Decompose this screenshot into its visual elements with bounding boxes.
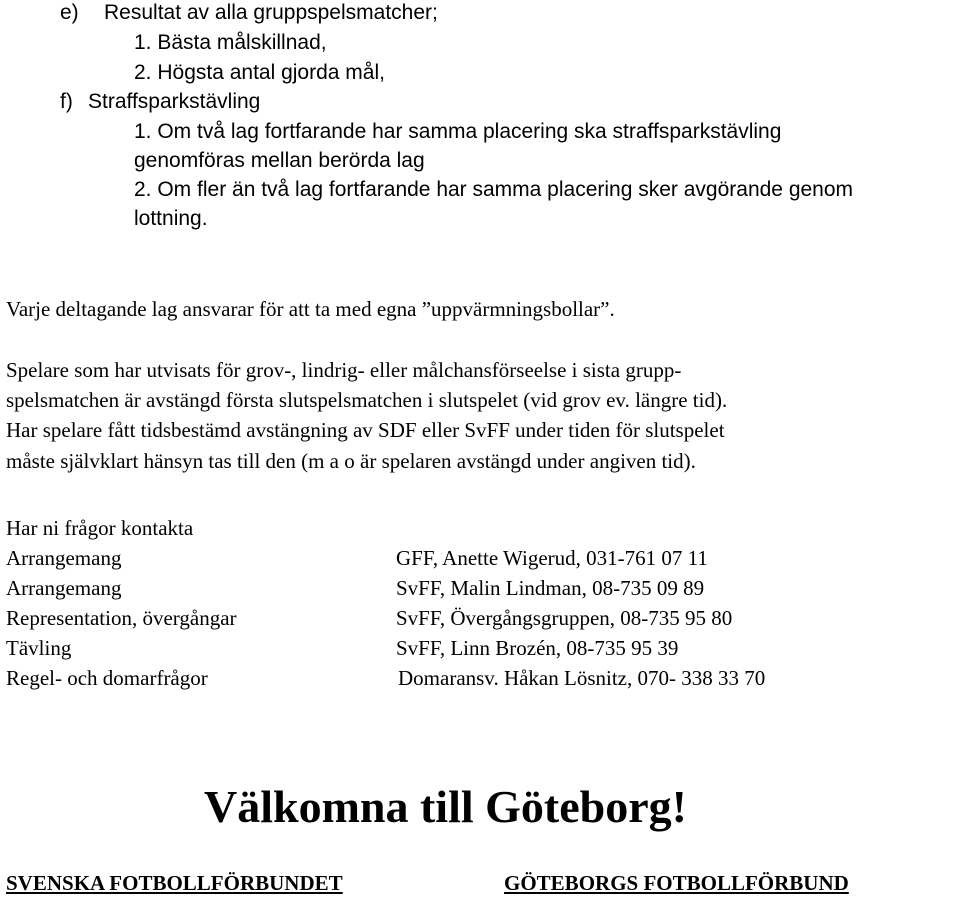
rule-f-item-1: 1. Om två lag fortfarande har samma placering ska straffsparkstävling xyxy=(134,120,782,143)
notice-suspension-line-3: Har spelare fått tidsbestämd avstängning av SDF eller SvFF under tiden för slutspelet xyxy=(6,418,725,442)
notice-warmup-balls: Varje deltagande lag ansvarar för att ta med egna ”uppvärmningsbollar”. xyxy=(6,297,615,321)
rule-f-item-2: 2. Om fler än två lag fortfarande har samma placering sker avgörande genom xyxy=(134,178,854,201)
contact-detail: SvFF, Övergångsgruppen, 08-735 95 80 xyxy=(396,606,733,630)
rule-f-text: Straffsparkstävling xyxy=(88,90,261,113)
rule-e-marker: e) xyxy=(60,1,79,24)
contacts-heading: Har ni frågor kontakta xyxy=(6,516,194,540)
contact-topic: Regel- och domarfrågor xyxy=(6,666,208,690)
notice-suspension-line-1: Spelare som har utvisats för grov-, lindrig- eller målchansförseelse i sista grupp- xyxy=(6,358,682,382)
contact-detail: GFF, Anette Wigerud, 031-761 07 11 xyxy=(396,546,708,570)
rule-f-item-1-cont: genomföras mellan berörda lag xyxy=(134,149,425,172)
welcome-title: Välkomna till Göteborg! xyxy=(204,781,687,832)
notice-suspension-line-2: spelsmatchen är avstängd första slutspelsmatchen i slutspelet (vid grov ev. längre tid). xyxy=(6,388,728,412)
rule-e-text: Resultat av alla gruppspelsmatcher; xyxy=(104,1,438,24)
rule-e-item-1: 1. Bästa målskillnad, xyxy=(134,31,327,54)
rule-f-marker: f) xyxy=(60,90,73,113)
notice-suspension-line-4: måste självklart hänsyn tas till den (m a o är spelaren avstängd under angiven tid). xyxy=(6,449,696,473)
contact-detail: SvFF, Linn Brozén, 08-735 95 39 xyxy=(396,636,679,660)
contact-detail: SvFF, Malin Lindman, 08-735 09 89 xyxy=(396,576,705,600)
contact-detail: Domaransv. Håkan Lösnitz, 070- 338 33 70 xyxy=(398,666,766,690)
footer-svff: SVENSKA FOTBOLLFÖRBUNDET xyxy=(6,871,343,895)
contact-topic: Arrangemang xyxy=(6,546,122,570)
contact-topic: Tävling xyxy=(6,636,72,660)
rule-f-item-2-cont: lottning. xyxy=(134,207,208,230)
footer-gff: GÖTEBORGS FOTBOLLFÖRBUND xyxy=(504,871,849,895)
contact-topic: Representation, övergångar xyxy=(6,606,237,630)
contact-topic: Arrangemang xyxy=(6,576,122,600)
rule-e-item-2: 2. Högsta antal gjorda mål, xyxy=(134,61,385,84)
